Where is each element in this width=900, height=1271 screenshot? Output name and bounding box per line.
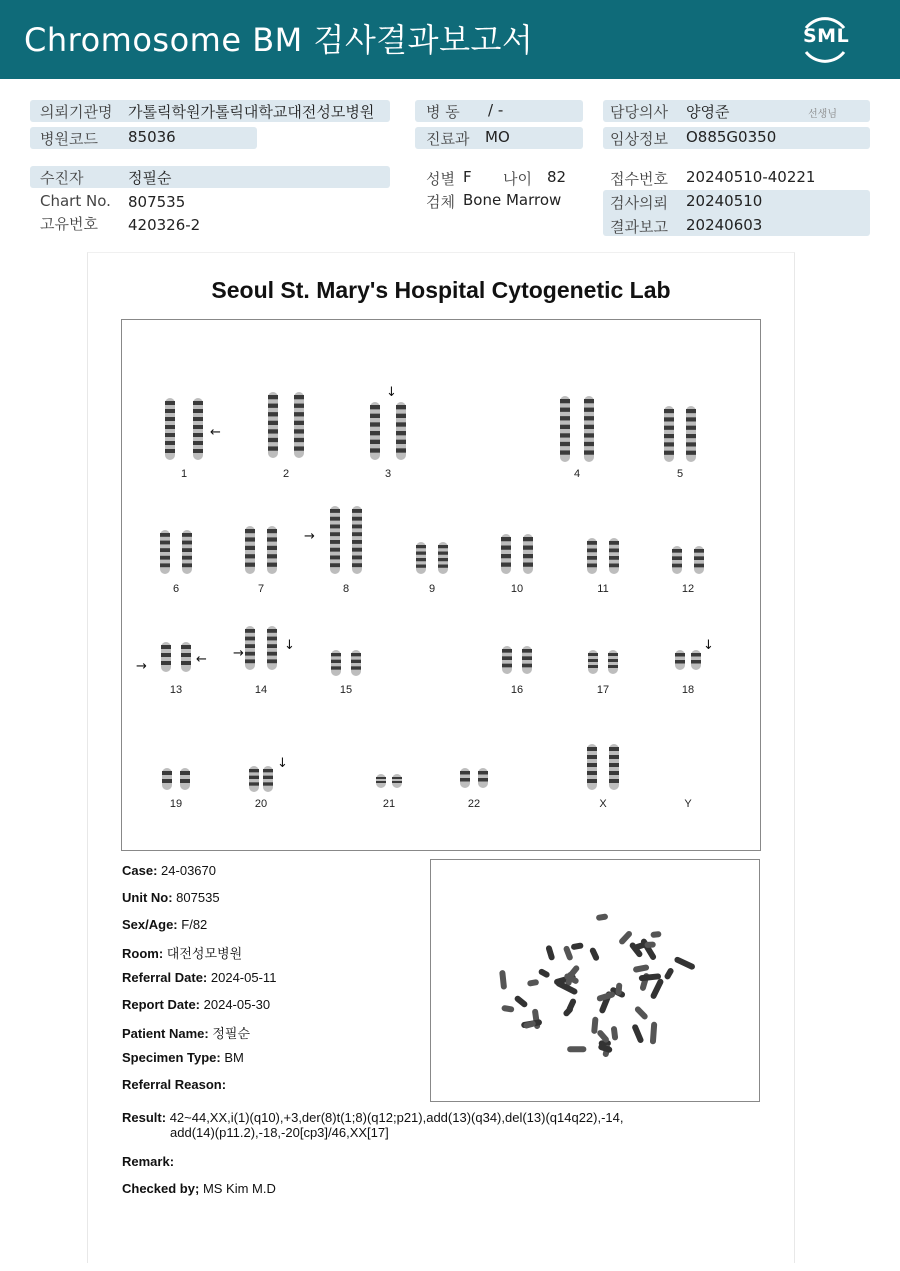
chromosome-label-Y: Y xyxy=(684,798,692,810)
chromosome-pair-13 xyxy=(161,642,191,672)
chromosome-label-11: 11 xyxy=(597,583,609,595)
chromosome-label-22: 22 xyxy=(467,798,481,810)
chromosome-label-8: 8 xyxy=(342,583,350,595)
chromosome-label-18: 18 xyxy=(681,684,695,696)
doctor-value: 양영준 xyxy=(686,103,730,121)
metaphase-chromosome xyxy=(663,967,674,981)
chromosome-pair-12 xyxy=(672,546,704,574)
chromosome-label-5: 5 xyxy=(676,468,684,480)
chromosome-pair-11 xyxy=(587,538,619,574)
metaphase-chromosome xyxy=(567,1046,586,1052)
chromosome-label-14: 14 xyxy=(254,684,268,696)
chromosome-pair-7 xyxy=(245,526,277,574)
chart-value: 807535 xyxy=(128,193,186,211)
arrow-left-icon: ← xyxy=(210,425,221,440)
chromosome-pair-4 xyxy=(560,396,594,462)
clinical-label: 임상정보 xyxy=(610,130,668,148)
metaphase-chromosome xyxy=(501,1005,514,1013)
arrow-right-icon: → xyxy=(136,659,147,674)
chromosome-pair-14 xyxy=(245,626,277,670)
metaphase-chromosome xyxy=(589,947,600,962)
metaphase-chromosome xyxy=(538,968,551,979)
room-row: Room: 대전성모병원 xyxy=(122,946,243,961)
metaphase-chromosome xyxy=(631,1023,644,1044)
referral-reason-row: Referral Reason: xyxy=(122,1077,227,1092)
chromosome-label-17: 17 xyxy=(596,684,610,696)
patient-value: 정필순 xyxy=(128,169,172,187)
metaphase-chromosome xyxy=(640,938,657,962)
hospital-code-value: 85036 xyxy=(128,128,176,146)
dept-label: 진료과 xyxy=(426,130,470,148)
chromosome-pair-2 xyxy=(268,392,304,458)
report-label: 결과보고 xyxy=(610,218,668,236)
result-label: Result: xyxy=(122,1110,167,1125)
chromosome-pair-9 xyxy=(416,542,448,574)
chromosome-label-10: 10 xyxy=(510,583,524,595)
metaphase-chromosome xyxy=(639,973,662,981)
chromosome-pair-21 xyxy=(376,774,402,788)
metaphase-chromosome xyxy=(644,941,655,948)
chromosome-pair-19 xyxy=(162,768,190,790)
checked-label: Checked by; xyxy=(122,1181,200,1196)
patient-label: 수진자 xyxy=(40,169,84,187)
doctor-label: 담당의사 xyxy=(610,103,668,121)
chromosome-label-X: X xyxy=(599,798,607,810)
result-block xyxy=(122,1110,624,1196)
metaphase-chromosome xyxy=(571,942,584,950)
dept-value: MO xyxy=(485,128,510,146)
report-date-row: Report Date: 2024-05-30 xyxy=(122,997,271,1012)
metaphase-chromosome xyxy=(513,995,528,1009)
specimen-label: 검체 xyxy=(426,193,455,211)
chromosome-pair-1 xyxy=(165,398,203,460)
metaphase-chromosome xyxy=(591,1017,598,1035)
doctor-suffix: 선생님 xyxy=(808,109,837,120)
checked-value: MS Kim M.D xyxy=(202,1181,276,1196)
receipt-value: 20240510-40221 xyxy=(686,168,816,186)
chart-label: Chart No. xyxy=(40,192,111,210)
chromosome-pair-17 xyxy=(588,650,618,674)
metaphase-chromosome xyxy=(611,1026,619,1041)
age-value: 82 xyxy=(547,168,567,186)
remark-label: Remark: xyxy=(122,1154,175,1169)
chromosome-label-4: 4 xyxy=(573,468,581,480)
metaphase-chromosome xyxy=(633,964,650,973)
ward-label: 병 동 xyxy=(426,103,460,121)
age-label: 나이 xyxy=(503,170,532,188)
clinical-value: O885G0350 xyxy=(686,128,777,146)
ward-value: / - xyxy=(488,101,504,119)
metaphase-chromosome xyxy=(650,931,661,938)
report-value: 20240603 xyxy=(686,216,763,234)
chromosome-pair-20 xyxy=(249,766,273,792)
unit-row: Unit No: 807535 xyxy=(122,890,220,905)
metaphase-spread-image xyxy=(431,860,759,1101)
chromosome-pair-18 xyxy=(675,650,701,670)
karyotype-report-card xyxy=(87,252,795,1263)
metaphase-chromosome xyxy=(566,998,577,1013)
chromosome-label-15: 15 xyxy=(339,684,353,696)
specimen-value: Bone Marrow xyxy=(463,191,562,209)
metaphase-chromosome xyxy=(673,956,696,971)
result-line-1: 42~44,XX,i(1)(q10),+3,der(8)t(1;8)(q12;p21),add(13)(q34),del(13)(q14q22),-14, xyxy=(169,1110,624,1125)
institution-label: 의뢰기관명 xyxy=(40,103,113,121)
metaphase-chromosome xyxy=(596,913,609,921)
arrow-down-icon: ↓ xyxy=(386,385,397,400)
chromosome-label-3: 3 xyxy=(384,468,392,480)
chromosome-pair-5 xyxy=(664,406,696,462)
unique-label: 고유번호 xyxy=(40,215,98,233)
chromosome-label-7: 7 xyxy=(257,583,265,595)
metaphase-image-panel xyxy=(430,859,760,1102)
chromosome-label-13: 13 xyxy=(169,684,183,696)
chromosome-label-12: 12 xyxy=(681,583,695,595)
institution-value: 가톨릭학원가톨릭대학교대전성모병원 xyxy=(128,103,375,121)
arrow-right-icon: → xyxy=(233,646,244,661)
chromosome-label-9: 9 xyxy=(428,583,436,595)
chromosome-label-21: 21 xyxy=(382,798,396,810)
chromosome-label-20: 20 xyxy=(254,798,268,810)
chromosome-label-2: 2 xyxy=(282,468,290,480)
arrow-down-icon: ↓ xyxy=(284,638,295,653)
karyogram-panel xyxy=(121,319,761,851)
result-line-2: add(14)(p11.2),-18,-20[cp3]/46,XX[17] xyxy=(170,1125,389,1140)
arrow-down-icon: ↓ xyxy=(703,638,714,653)
logo-text: SML xyxy=(803,25,850,47)
unique-value: 420326-2 xyxy=(128,216,201,234)
case-row: Case: 24-03670 xyxy=(122,863,216,878)
request-label: 검사의뢰 xyxy=(610,194,668,212)
metaphase-chromosome xyxy=(527,979,539,987)
chromosome-pair-16 xyxy=(502,646,532,674)
lab-title: Seoul St. Mary's Hospital Cytogenetic Lab xyxy=(211,277,671,303)
metaphase-chromosome xyxy=(650,978,665,1000)
chromosome-pair-15 xyxy=(331,650,361,676)
metaphase-chromosome xyxy=(650,1022,658,1045)
hospital-code-label: 병원코드 xyxy=(40,130,98,148)
chromosome-pair-10 xyxy=(501,534,533,574)
sex-value: F xyxy=(463,168,472,186)
sexage-row: Sex/Age: F/82 xyxy=(122,917,208,932)
chromosome-label-16: 16 xyxy=(510,684,524,696)
patient-name-row: Patient Name: 정필순 xyxy=(122,1026,251,1041)
header-bar xyxy=(0,0,900,79)
chromosome-pair-6 xyxy=(160,530,192,574)
metaphase-chromosome xyxy=(545,945,555,961)
chromosome-pair-X xyxy=(587,744,619,790)
request-value: 20240510 xyxy=(686,192,763,210)
report-title: Chromosome BM 검사결과보고서 xyxy=(24,21,534,59)
arrow-down-icon: ↓ xyxy=(277,756,288,771)
metaphase-chromosome xyxy=(499,970,507,990)
sex-label: 성별 xyxy=(426,170,455,188)
chromosome-label-6: 6 xyxy=(172,583,180,595)
referral-date-row: Referral Date: 2024-05-11 xyxy=(122,970,277,985)
specimen-type-row: Specimen Type: BM xyxy=(122,1050,244,1065)
patient-pill xyxy=(30,166,390,188)
chromosome-label-1: 1 xyxy=(180,468,188,480)
chromosome-pair-22 xyxy=(460,768,488,788)
chromosome-label-19: 19 xyxy=(169,798,183,810)
receipt-label: 접수번호 xyxy=(610,170,668,188)
arrow-right-icon: → xyxy=(304,529,315,544)
metaphase-chromosome xyxy=(634,1005,649,1021)
chromosome-pair-8 xyxy=(330,506,362,574)
arrow-left-icon: ← xyxy=(196,652,207,667)
chromosome-pair-3 xyxy=(370,402,406,460)
